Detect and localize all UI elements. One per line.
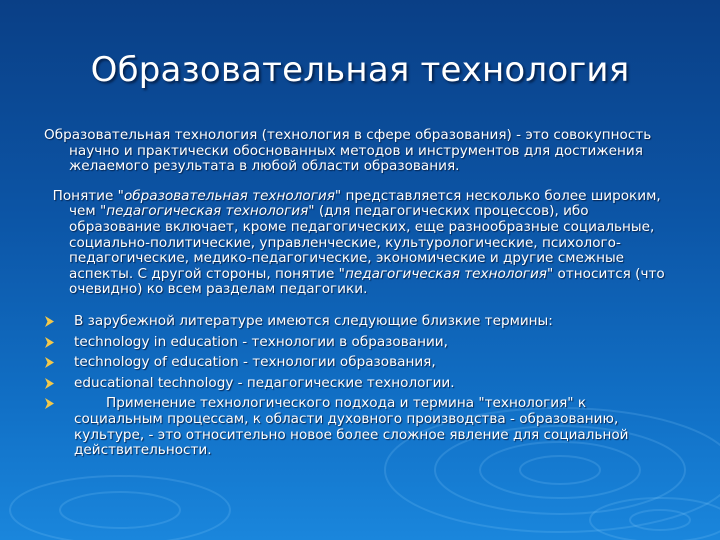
list-item	[44, 396, 676, 458]
arrow-bullet-icon	[44, 337, 55, 348]
concept-term-pedagogical: педагогическая технология	[106, 203, 309, 220]
concept-lead: Понятие "	[44, 187, 124, 204]
arrow-bullet-icon	[44, 316, 55, 327]
concept-term-pedagogical-2: педагогическая технология	[344, 265, 547, 282]
list-item	[44, 355, 676, 371]
list-item-text: В зарубежной литературе имеются следующие близкие термины:	[74, 312, 553, 329]
slide-title: Образовательная технология	[90, 50, 630, 90]
arrow-bullet-icon	[44, 357, 55, 368]
intro-paragraph: Образовательная технология (технология в сфере образования) - это совокупность научно и практически обоснованных методов и инструментов для достижения желаемого результата в любой области образования.	[44, 127, 652, 175]
list-item	[44, 335, 676, 351]
list-item-text	[74, 395, 629, 458]
list-item	[44, 376, 676, 392]
arrow-bullet-icon	[44, 398, 55, 409]
arrow-bullet-icon	[44, 378, 55, 389]
concept-mid: " представляется несколько более широким, чем "	[69, 187, 661, 220]
list-item-text: educational technology - педагогические технологии.	[74, 374, 455, 391]
concept-tail: " относится (что очевидно) ко всем разделам педагогики.	[69, 265, 665, 298]
list-item-text: technology in education - технологии в образовании,	[74, 333, 448, 350]
concept-paragraph	[44, 189, 676, 298]
list-item	[44, 314, 676, 330]
slide-body	[44, 128, 676, 464]
terms-list	[44, 314, 676, 459]
concept-term-educational: образовательная технология	[123, 187, 335, 204]
list-item-text: technology of education - технологии образования,	[74, 354, 436, 371]
concept-mid2: " (для педагогических процессов), ибо образование включает, кроме педагогических, еще разнообразные социальные, социально-политические, управленческие, культурологические, психолого-педагогические, медико-педагогические, экономические и другие смежные аспекты. С другой стороны, понятие "	[69, 203, 655, 282]
list-item-text-body: Применение технологического подхода и термина "технология" к социальным процессам, к области духовного производства - образованию, культуре, - это относительно новое более сложное явление для социальной действительности.	[74, 395, 629, 459]
